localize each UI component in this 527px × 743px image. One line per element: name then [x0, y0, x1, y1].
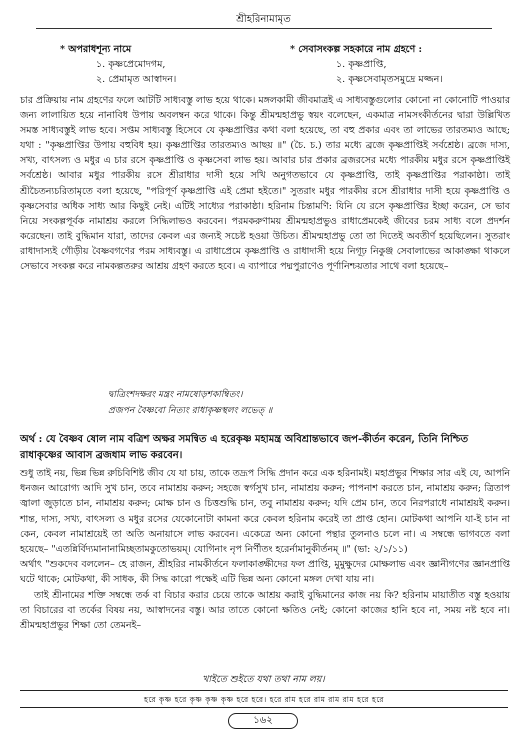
verse-meaning: অর্থ : যে বৈষ্ণব ষোল নাম বত্রিশ অক্ষর সমন্বিত এ হরেকৃষ্ণ মহামন্ত্র অবিশ্রান্তভাবে জপ-কীর্তন করেন, তিনি নিশ্চিত রাধাকৃষ্ণের আবাস ব্রজধাম লাভ করবেন।: [20, 434, 469, 461]
main-paragraph: [20, 93, 510, 274]
sanskrit-verse-line-2: প্রজপন বৈষ্ণবো নিত্যং রাধাকৃষ্ণস্থলং লভেত্ ॥: [108, 406, 273, 416]
right-column-item-1: ১. কৃষ্ণপ্রাপ্তি,: [336, 59, 387, 70]
left-column-item-2: ২. প্রেমামৃত আস্বাদন।: [96, 74, 177, 85]
paragraph-4: তাই শ্রীনামের শক্তি সম্বন্ধে তর্ক বা বিচার করার চেয়ে তাকে আশ্রয় করাই বুদ্ধিমানের কাজ নয় কি? হরিনাম মায়াতীত বস্তু হওয়ায় তা বিচারের বা তর্কের বিষয় নয়, আস্বাদনের বস্তু। আর তাতে কোনো ক্ষতিও নেই; কোনো কাজের হানি হবে না, সময় নষ্ট হবে না। শ্রীমন্মহাপ্রভুর শিক্ষা তো তেমনই–: [20, 589, 510, 632]
footer-divider-top: [20, 690, 508, 691]
secondary-paragraphs: [20, 466, 510, 633]
running-header: শ্রীহরিনামামৃত: [236, 14, 291, 25]
footer-mantra: হরে কৃষ্ণ হরে কৃষ্ণ কৃষ্ণ কৃষ্ণ হরে হরে। হরে রাম হরে রাম রাম রাম হরে হরে: [144, 695, 384, 704]
right-column-title: * সেবাসংকল্প সহকারে নাম গ্রহণে :: [290, 44, 423, 55]
right-summary-column: [290, 42, 510, 87]
footer-divider-bottom: [20, 707, 508, 708]
right-column-item-2: ২. কৃষ্ণসেবামৃতসমুদ্রে মজ্জন।: [336, 74, 443, 85]
left-summary-column: [60, 42, 260, 87]
page-number: ১৬২: [228, 713, 298, 729]
sanskrit-verse-line-1: দ্বাত্রিংশদক্ষরং মন্ত্রং নামষোড়শকাম্বিতং।: [108, 390, 243, 400]
paragraph-2: শুধু তাই নয়, ভিন্ন ভিন্ন রুচিবিশিষ্ট জীব যে যা চায়, তাকে তদ্রূপ সিদ্ধি প্রদান করে এক হরিনামই। মহাপ্রভুর শিক্ষার সার এই যে, আপনি ধনজন আরোগ্য আদি সুখ চান, তবে নামাশ্রয় করুন; সহজে স্বর্গসুখ চান, নামাশ্রয় করুন; পাপনাশ করতে চান, নামাশ্রয় করুন; ত্রিতাপ জ্বালা জুড়াতে চান, নামাশ্রয় করুন; মোক্ষ চান ও চিত্তশুদ্ধি চান, তবু নামাশ্রয় করুন; যদি প্রেম চান, তবে নিরপরাধে নামাশ্রয়ই করুন। শান্ত, দাস্য, সখ্য, বাৎসল্য ও মধুর রসের যেকোনোটা কামনা করে কেবল হরিনাম করেই তা প্রাপ্ত হোন। মোটকথা আপনি যা-ই চান না কেন, কেবল নামাশ্রয়েই তা অতি অনায়াসে লাভ করবেন। একেত্রে অন্য কোনো পন্থার তুলনাও চলে না। এ সম্বন্ধে ভাগবতে বলা হয়েছে– "এতন্নির্বিদ্যমানানামিচ্ছতামকুতোভয়ম্। যোগিনাং নৃপ নির্ণীতং হরের্নামানুকীর্তনম্ ॥" (ভা: ২/১/১১): [20, 468, 510, 556]
closing-quote-line: খাইতে শুইতে যথা তথা নাম লয়।: [202, 674, 325, 685]
paragraph-1: চার প্রক্রিয়ায় নাম গ্রহণের ফলে আটটি সাধ্যবস্তু লাভ হয়ে থাকে। মঙ্গলকামী জীবমাত্রই এ সাধ্যবস্তুগুলোর কোনো না কোনোটি পাওয়ার জন্য লালায়িত হয়ে নানাবিধ উপায় অবলম্বন করে থাকে। কিন্তু শ্রীমন্মহাপ্রভু স্বয়ং বলেছেন, একমাত্র নামসংকীর্তনের দ্বারা উল্লিখিত সমস্ত সাধ্যবস্তুই লাভ হবে। সপ্তম সাধ্যবস্তু হিসেবে যে কৃষ্ণপ্রাপ্তির কথা বলা হয়েছে, তা বহু প্রকার এবং তা লাভের তারতম্যও আছে; যথা : "কৃষ্ণপ্রাপ্তির উপায় বহুবিধ হয়। কৃষ্ণপ্রাপ্তির তারতম্যও আছয় ॥" (চৈ. চ.) তার মধ্যে ব্রজে কৃষ্ণপ্রাপ্তিই সর্বশ্রেষ্ঠ। ব্রজে দাস্য, সখ্য, বাৎসল্য ও মধুর এ চার রসে কৃষ্ণপ্রাপ্তি ও কৃষ্ণসেবা লাভ হয়। আবার চার প্রকার ব্রজরসের মধ্যে পারকীয় মধুর রসে কৃষ্ণপ্রাপ্তিই সর্বশ্রেষ্ঠ। আবার মধুর পারকীয় রসে শ্রীরাধার দাসী হয়ে সখি অনুগতভাবে যে কৃষ্ণপ্রাপ্তি, তাই কৃষ্ণপ্রাপ্তির পরাকাষ্ঠা। তাই শ্রীচৈতন্যচরিতামৃতে বলা হয়েছে, "পরিপূর্ণ কৃষ্ণপ্রাপ্তি এই প্রেমা হইতে।" সুতরাং মধুর পারকীয় রসে শ্রীরাধার দাসী হয়ে কৃষ্ণপ্রাপ্তি ও কৃষ্ণসেবার অধিক সাধ্য আর কিছুই নেই। এটিই সাধ্যের পরাকাষ্ঠা। হরিনাম চিন্তামণি: যিনি যে রসে কৃষ্ণপ্রাপ্তির ইচ্ছা করেন, সে ভাব নিয়ে সংকল্পপূর্বক নামাশ্রয় করলে সিদ্ধিলাভও করবেন। পরমকরুণাময় শ্রীমন্মহাপ্রভুও রাধাপ্রেমকেই জীবের চরম সাধ্য বলে প্রদর্শন করেছেন। তাই বুদ্ধিমান যারা, তাদের কেবল এর জন্যই সচেষ্ট হওয়া উচিত। শ্রীমন্মহাপ্রভু তো তা দিতেই অবতীর্ণ হয়েছিলেন। সুতরাং রাধাদাস্যই গৌড়ীয় বৈষ্ণবগণের পরম সাধ্যবস্তু। এ রাধাপ্রেমে কৃষ্ণপ্রাপ্তি ও রাধাদাসী হয়ে নিগূঢ় নিকুঞ্জ সেবালাভের আকাঙ্ক্ষা থাকলে সেভাবে সংকল্প করে নামকল্পতরুর আশ্রয় গ্রহণ করতে হবে। এ ব্যাপারে পদ্মপুরাণেও পূর্ণানিশ্চয়তার সাথে বলা হয়েছে–: [20, 95, 510, 273]
header-divider: [36, 28, 492, 29]
left-column-item-1: ১. কৃষ্ণপ্রেমোদগম,: [96, 59, 166, 70]
paragraph-3: অর্থাৎ "শুকদেব বললেন– হে রাজন, শ্রীহরির নামকীর্তনে ফলাকাঙ্ক্ষীদের ফল প্রাপ্তি, মুমুক্ষুদের মোক্ষলাভ এবং জ্ঞানীগণের জ্ঞানপ্রাপ্তি ঘটে থাকে; মোটকথা, কী সাধক, কী সিদ্ধ কারো পক্ষেই এটি ভিন্ন অন্য কোনো মঙ্গল দেখা যায় না।: [20, 559, 510, 586]
left-column-title: * অপরাধশূন্য নামে: [60, 44, 132, 55]
